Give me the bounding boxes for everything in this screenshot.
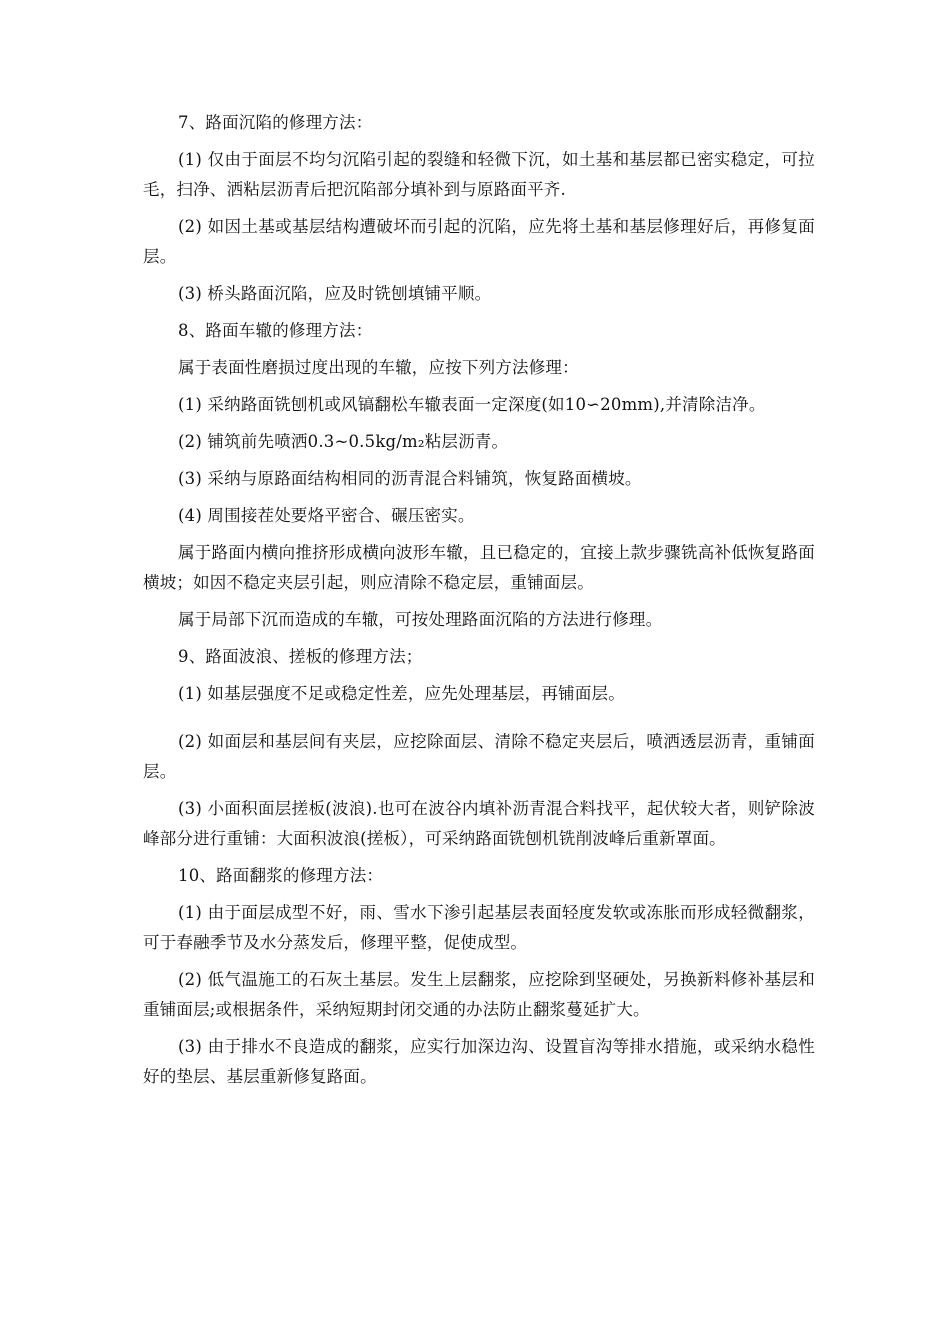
paragraph: (1) 采纳路面铣刨机或风镐翻松车辙表面一定深度(如10∽20mm),并清除洁净。: [178, 395, 766, 414]
section-heading-10: 10、路面翻浆的修理方法：: [178, 866, 384, 885]
document-body: [143, 108, 815, 1099]
paragraph: (1) 仅由于面层不均匀沉陷引起的裂缝和轻微下沉，如土基和基层都已密实稳定，可拉毛，扫净、洒粘层沥青后把沉陷部分填补到与原路面平齐.: [143, 150, 815, 199]
paragraph: (2) 低气温施工的石灰土基层。发生上层翻浆，应挖除到坚硬处，另换新料修补基层和重铺面层;或根据条件，采纳短期封闭交通的办法防止翻浆蔓延扩大。: [143, 970, 815, 1019]
paragraph: (3) 小面积面层搓板(波浪).也可在波谷内填补沥青混合料找平，起伏较大者，则铲除波峰部分进行重铺：大面积波浪(搓板），可采纳路面铣刨机铣削波峰后重新罩面。: [143, 799, 815, 848]
paragraph: (3) 由于排水不良造成的翻浆，应实行加深边沟、设置盲沟等排水措施，或采纳水稳性好的垫层、基层重新修复路面。: [143, 1037, 815, 1086]
paragraph: 属于表面性磨损过度出现的车辙，应按下列方法修理：: [178, 358, 579, 377]
paragraph: (3) 桥头路面沉陷，应及时铣刨填铺平顺。: [178, 284, 492, 303]
paragraph: 属于路面内横向推挤形成横向波形车辙，且已稳定的，宜接上款步骤铣高补低恢复路面横坡；如因不稳定夹层引起，则应清除不稳定层，重铺面层。: [143, 543, 815, 592]
section-heading-7: 7、路面沉陷的修理方法：: [178, 113, 373, 132]
paragraph: (1) 如基层强度不足或稳定性差，应先处理基层，再铺面层。: [178, 684, 625, 703]
paragraph: (2) 如因土基或基层结构遭破坏而引起的沉陷，应先将土基和基层修理好后，再修复面层。: [143, 217, 815, 266]
paragraph: (1) 由于面层成型不好，雨、雪水下渗引起基层表面轻度发软或冻胀而形成轻微翻浆，可于春融季节及水分蒸发后，修理平整，促使成型。: [143, 903, 815, 952]
paragraph: (2) 铺筑前先喷洒0.3~0.5kg/m₂粘层沥青。: [178, 432, 509, 451]
paragraph: (2) 如面层和基层间有夹层，应挖除面层、清除不稳定夹层后，喷洒透层沥青，重铺面层。: [143, 732, 815, 781]
paragraph: (4) 周围接茬处要烙平密合、碾压密实。: [178, 506, 475, 525]
section-heading-8: 8、路面车辙的修理方法：: [178, 321, 373, 340]
paragraph: (3) 采纳与原路面结构相同的沥青混合料铺筑，恢复路面横坡。: [178, 469, 642, 488]
paragraph: 属于局部下沉而造成的车辙，可按处理路面沉陷的方法进行修理。: [178, 610, 663, 629]
section-heading-9: 9、路面波浪、搓板的修理方法；: [178, 647, 423, 666]
